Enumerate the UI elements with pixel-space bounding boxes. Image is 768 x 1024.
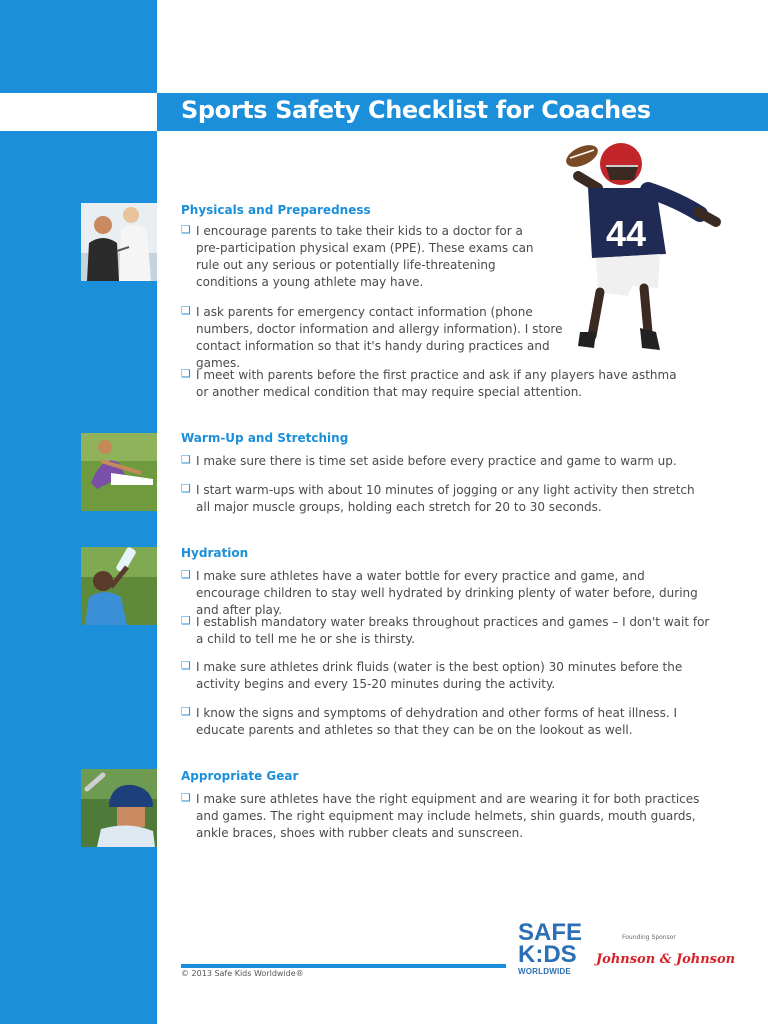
doctor-exam-photo: [81, 203, 157, 281]
sponsor-logo: Johnson & Johnson: [596, 952, 736, 967]
checkbox-icon[interactable]: ❑: [181, 659, 191, 672]
title-tab-cutout: [0, 93, 157, 131]
checklist-item[interactable]: ❑ I start warm-ups with about 10 minutes of jogging or any light activity then stretch all major muscle groups, holding each stretch for 20 to 30 seconds.: [181, 482, 695, 514]
sponsor-label: Founding Sponsor: [622, 934, 676, 941]
checklist-item[interactable]: ❑ I make sure there is time set aside before every practice and game to warm up.: [181, 453, 677, 468]
safe-kids-logo: SAFE K:DS WORLDWIDE: [518, 919, 583, 976]
checklist-item[interactable]: ❑ I know the signs and symptoms of dehydration and other forms of heat illness. I educate parents and athletes so that they can be on the lookout as well.: [181, 705, 678, 737]
section-heading-hydration: Hydration: [181, 546, 249, 560]
section-heading-physicals: Physicals and Preparedness: [181, 203, 371, 217]
checklist-item[interactable]: ❑ I make sure athletes have the right equipment and are wearing it for both practices and games. The right equipment may include helmets, shin guards, mouth guards, ankle braces, shoes with rubber cleats and sunscreen.: [181, 791, 700, 840]
checkbox-icon[interactable]: ❑: [181, 367, 191, 380]
checkbox-icon[interactable]: ❑: [181, 453, 191, 466]
baseball-helmet-photo: [81, 769, 157, 847]
checklist-item[interactable]: ❑ I establish mandatory water breaks throughout practices and games – I don't wait for a child to tell me he or she is thirsty.: [181, 614, 710, 646]
checkbox-icon[interactable]: ❑: [181, 705, 191, 718]
checklist-item[interactable]: ❑ I make sure athletes drink fluids (water is the best option) 30 minutes before the activity begins and every 15-20 minutes during the activity.: [181, 659, 683, 691]
checkbox-icon[interactable]: ❑: [181, 482, 191, 495]
page-title: Sports Safety Checklist for Coaches: [181, 96, 651, 124]
stretching-athlete-photo: [81, 433, 157, 511]
section-heading-gear: Appropriate Gear: [181, 769, 299, 783]
checkbox-icon[interactable]: ❑: [181, 304, 191, 317]
checklist-item[interactable]: ❑ I encourage parents to take their kids to a doctor for a pre-participation physical exam (PPE). These exams can rule out any serious or potentially life-threatening conditions a young athlete may have.: [181, 223, 534, 289]
checklist-item[interactable]: ❑ I meet with parents before the first practice and ask if any players have asthma or another medical condition that may require special attention.: [181, 367, 677, 399]
checkbox-icon[interactable]: ❑: [181, 223, 191, 236]
jersey-number: 44: [605, 213, 647, 254]
checkbox-icon[interactable]: ❑: [181, 568, 191, 581]
copyright-text: © 2013 Safe Kids Worldwide®: [181, 969, 304, 978]
drinking-water-photo: [81, 547, 157, 625]
checklist-item[interactable]: ❑ I make sure athletes have a water bottle for every practice and game, and encourage children to stay well hydrated by drinking plenty of water before, during and after play.: [181, 568, 698, 617]
checkbox-icon[interactable]: ❑: [181, 614, 191, 627]
footer-rule: [181, 964, 506, 968]
section-heading-warmup: Warm-Up and Stretching: [181, 431, 349, 445]
checkbox-icon[interactable]: ❑: [181, 791, 191, 804]
checklist-item[interactable]: ❑ I ask parents for emergency contact information (phone numbers, doctor information and allergy information). I store contact information so that it's handy during practices and games.: [181, 304, 563, 370]
left-sidebar-band: [0, 0, 157, 1024]
